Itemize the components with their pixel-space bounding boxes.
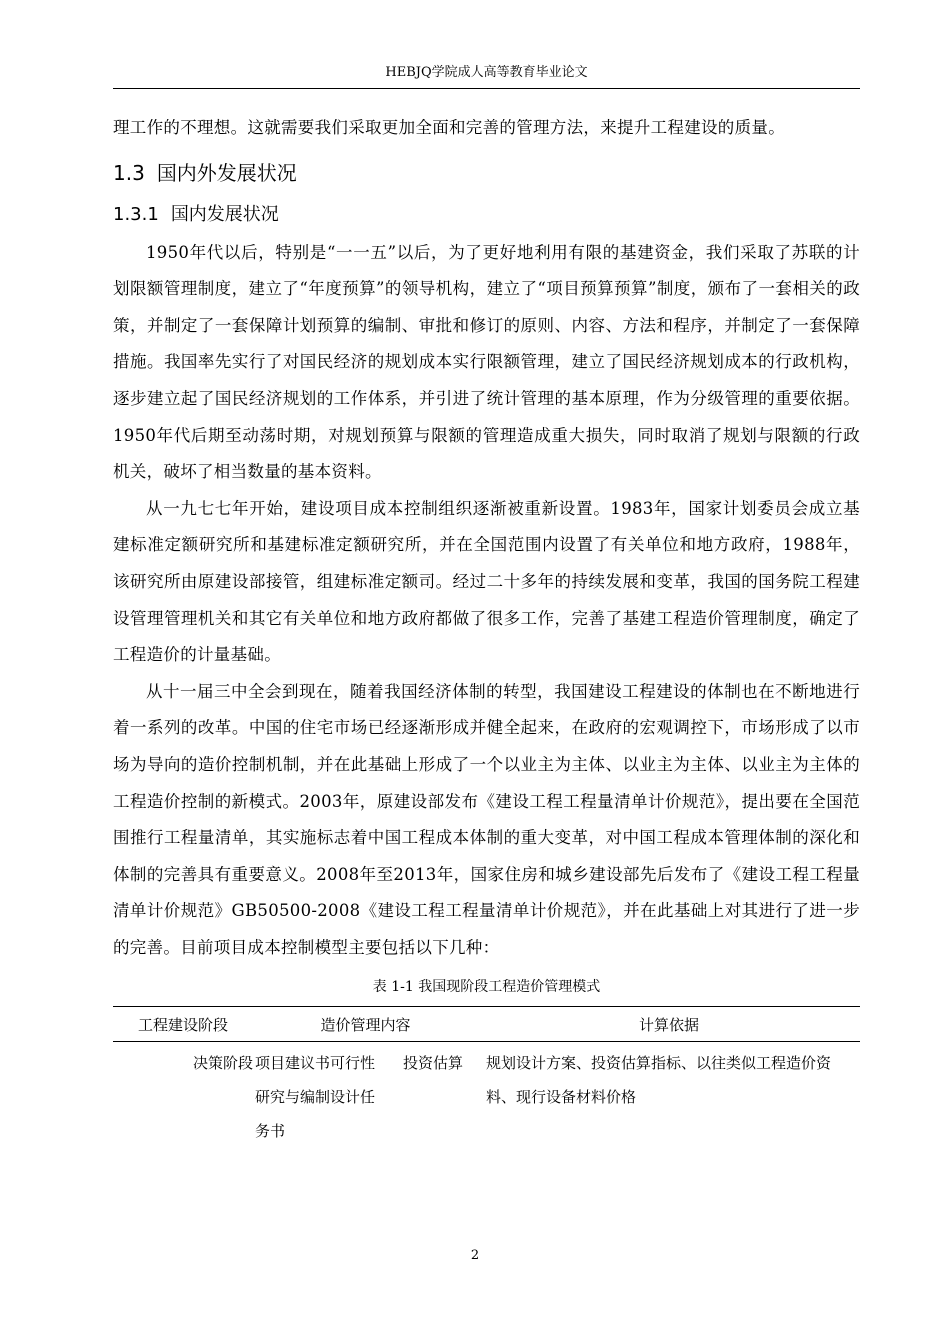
- cost-management-table: [113, 1006, 860, 1148]
- section-heading: [113, 151, 860, 195]
- paragraph-1977: 从一九七七年开始，建设项目成本控制组织逐渐被重新设置。1983年，国家计划委员会成立基建标准定额研究所和基建标准定额研究所，并在全国范围内设置了有关单位和地方政府，1988年，该研究所由原建设部接管，组建标准定额司。经过二十多年的持续发展和变革，我国的国务院工程建设管理管理机关和其它有关单位和地方政府都做了很多工作，完善了基建工程造价管理制度，确定了工程造价的计量基础。: [113, 498, 860, 665]
- table-header-cell: 造价管理内容: [253, 1007, 478, 1042]
- paragraph-continuation: 理工作的不理想。这就需要我们采取更加全面和完善的管理方法，来提升工程建设的质量。: [113, 118, 785, 137]
- page-number: 2: [470, 1248, 480, 1263]
- running-header: HEBJQ学院成人高等教育毕业论文: [385, 65, 588, 80]
- table-cell-basis: 规划设计方案、投资估算指标、以往类似工程造价资料、现行设备材料价格: [486, 1054, 832, 1107]
- subsection-number: 1.3.1: [113, 203, 159, 225]
- section-number: 1.3: [113, 160, 145, 185]
- page-body: [113, 110, 860, 1148]
- paragraph-reform: 从十一届三中全会到现在，随着我国经济体制的转型，我国建设工程建设的体制也在不断地进行着一系列的改革。中国的住宅市场已经逐渐形成并健全起来，在政府的宏观调控下，市场形成了以市场为导向的造价控制机制，并在此基础上形成了一个以业主为主体、以业主为主体、以业主为主体的工程造价控制的新模式。2003年，原建设部发布《建设工程工程量清单计价规范》，提出要在全国范围推行工程量清单，其实施标志着中国工程成本体制的重大变革，对中国工程成本管理体制的深化和体制的完善具有重要意义。2008年至2013年，国家住房和城乡建设部先后发布了《建设工程工程量清单计价规范》GB50500-2008《建设工程工程量清单计价规范》，并在此基础上对其进行了进一步的完善。目前项目成本控制模型主要包括以下几种：: [113, 681, 860, 957]
- table-caption: 表 1-1 我国现阶段工程造价管理模式: [372, 979, 601, 996]
- table-header-cell: 工程建设阶段: [113, 1007, 253, 1042]
- table-header-row: [113, 1007, 860, 1042]
- table-cell-activity: 投资估算: [402, 1054, 463, 1073]
- table-header-cell: 计算依据: [478, 1007, 860, 1042]
- subsection-title: 国内发展状况: [170, 203, 279, 225]
- table-row: [113, 1042, 860, 1149]
- table-cell-stage: 决策阶段: [192, 1054, 253, 1073]
- header-rule: [113, 88, 860, 89]
- section-title: 国内外发展状况: [156, 160, 297, 185]
- table-cell-content: 项目建议书可行性研究与编制设计任务书: [255, 1054, 376, 1141]
- subsection-heading: [113, 195, 860, 235]
- paragraph-1950s: 1950年代以后，特别是“一一五”以后，为了更好地利用有限的基建资金，我们采取了苏联的计划限额管理制度，建立了“年度预算”的领导机构，建立了“项目预算预算”制度，颁布了一套相关的政策，并制定了一套保障计划预算的编制、审批和修订的原则、内容、方法和程序，并制定了一套保障措施。我国率先实行了对国民经济的规划成本实行限额管理，建立了国民经济规划成本的行政机构，逐步建立起了国民经济规划的工作体系，并引进了统计管理的基本原理，作为分级管理的重要依据。1950年代后期至动荡时期，对规划预算与限额的管理造成重大损失，同时取消了规划与限额的行政机关，破坏了相当数量的基本资料。: [113, 242, 860, 482]
